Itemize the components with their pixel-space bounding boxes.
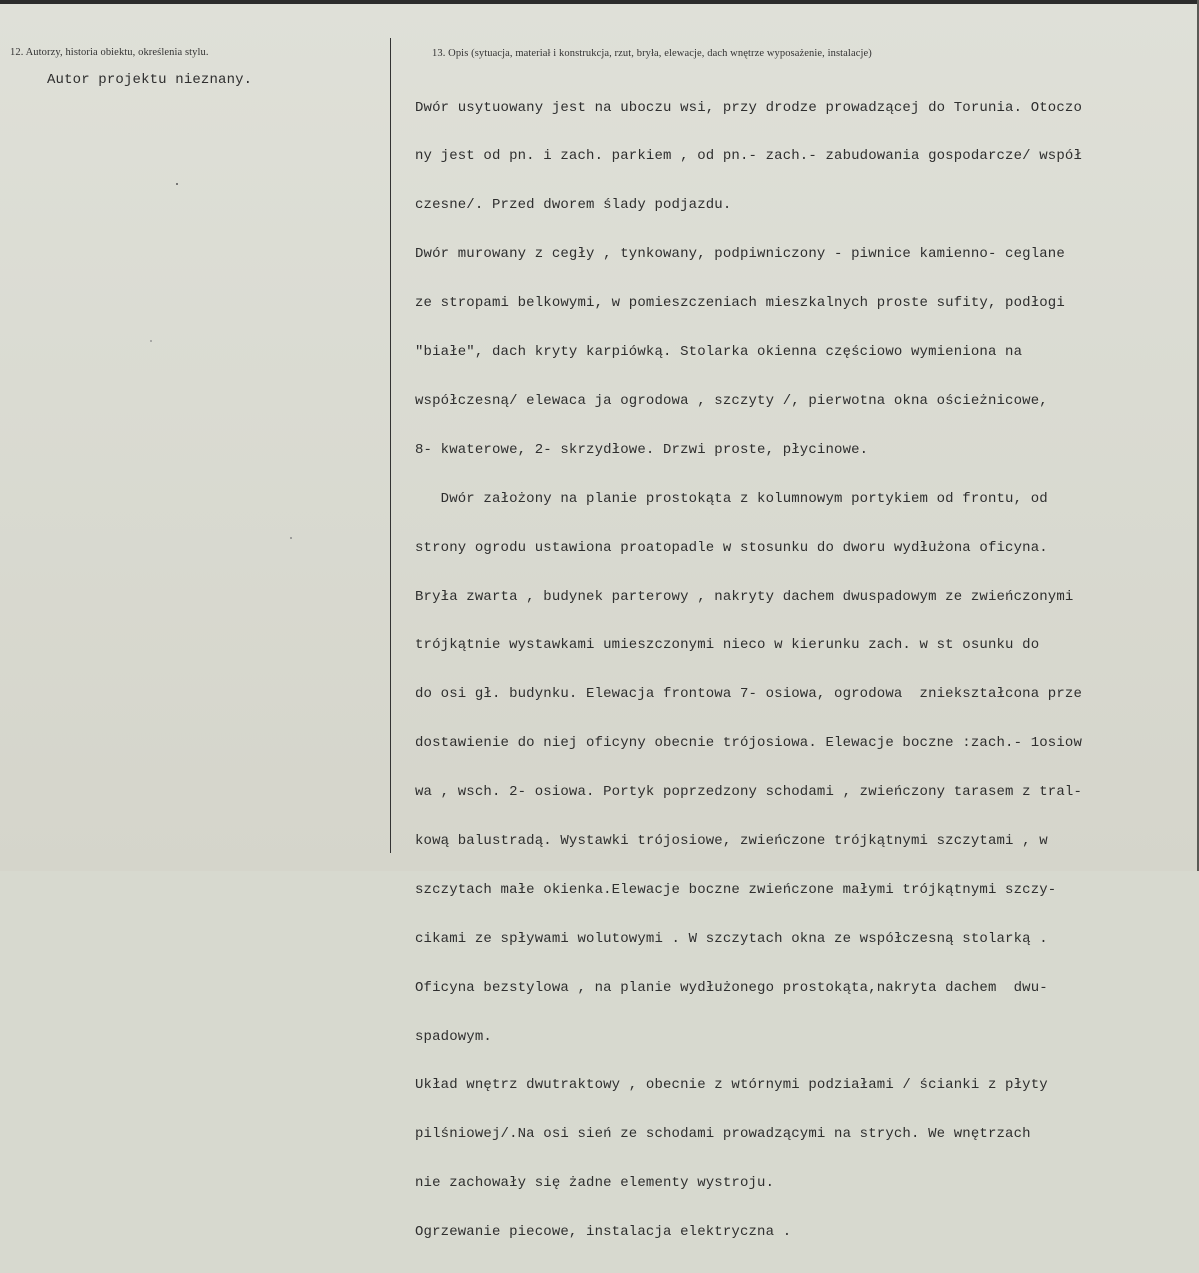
description-line: dostawienie do niej oficyny obecnie trójosiowa. Elewacje boczne :zach.- 1osiow <box>415 735 1083 752</box>
description-line: "białe", dach kryty karpiówką. Stolarka okienna częściowo wymieniona na <box>415 344 1023 361</box>
paper-speck <box>290 537 292 539</box>
column-divider <box>390 38 391 853</box>
author-text: Autor projektu nieznany. <box>47 72 253 88</box>
description-line: kową balustradą. Wystawki trójosiowe, zwieńczone trójkątnymi szczytami , w <box>415 832 1048 849</box>
description-line: Oficyna bezstylowa , na planie wydłużonego prostokąta,nakryta dachem dwu- <box>415 979 1048 996</box>
description-line: współczesną/ elewaca ja ogrodowa , szczyty /, pierwotna okna ościeżnicowe, <box>415 392 1048 409</box>
description-line: Dwór murowany z cegły , tynkowany, podpiwniczony - piwnice kamienno- ceglane <box>415 246 1065 263</box>
description-text <box>415 67 1082 1273</box>
description-line: Ogrzewanie piecowe, instalacja elektryczna . <box>415 1224 792 1241</box>
description-line: spadowym. <box>415 1028 492 1045</box>
section-12-header: 12. Autorzy, historia obiektu, określenia stylu. <box>10 47 209 58</box>
description-line: nie zachowały się żadne elementy wystroju. <box>415 1175 775 1192</box>
description-line: ze stropami belkowymi, w pomieszczeniach mieszkalnych proste sufity, podłogi <box>415 295 1065 312</box>
section-13-header: 13. Opis (sytuacja, materiał i konstrukcja, rzut, bryła, elewacje, dach wnętrze wyposażenie, instalacje) <box>432 48 872 59</box>
description-line: wa , wsch. 2- osiowa. Portyk poprzedzony schodami , zwieńczony tarasem z tral- <box>415 784 1083 801</box>
paper-speck <box>150 340 152 342</box>
description-line: do osi gł. budynku. Elewacja frontowa 7- osiowa, ogrodowa zniekształcona prze <box>415 686 1083 703</box>
description-line: strony ogrodu ustawiona proatopadle w stosunku do dworu wydłużona oficyna. <box>415 539 1048 556</box>
description-line: Dwór założony na planie prostokąta z kolumnowym portykiem od frontu, od <box>415 490 1048 507</box>
description-line: trójkątnie wystawkami umieszczonymi nieco w kierunku zach. w st osunku do <box>415 637 1040 654</box>
top-border <box>0 0 1199 4</box>
description-line: pilśniowej/.Na osi sień ze schodami prowadzącymi na strych. We wnętrzach <box>415 1126 1031 1143</box>
description-line: Dwór usytuowany jest na uboczu wsi, przy drodze prowadzącej do Torunia. Otoczo <box>415 99 1083 116</box>
description-line: 8- kwaterowe, 2- skrzydłowe. Drzwi proste, płycinowe. <box>415 441 869 458</box>
paper-speck <box>176 183 178 185</box>
description-line: Bryła zwarta , budynek parterowy , nakryty dachem dwuspadowym ze zwieńczonymi <box>415 588 1074 605</box>
description-line: ny jest od pn. i zach. parkiem , od pn.- zach.- zabudowania gospodarcze/ współ <box>415 148 1083 165</box>
description-line: cikami ze spływami wolutowymi . W szczytach okna ze współczesną stolarką . <box>415 930 1048 947</box>
description-line: czesne/. Przed dworem ślady podjazdu. <box>415 197 732 214</box>
description-line: szczytach małe okienka.Elewacje boczne zwieńczone małymi trójkątnymi szczy- <box>415 881 1057 898</box>
description-line: Układ wnętrz dwutraktowy , obecnie z wtórnymi podziałami / ścianki z płyty <box>415 1077 1048 1094</box>
